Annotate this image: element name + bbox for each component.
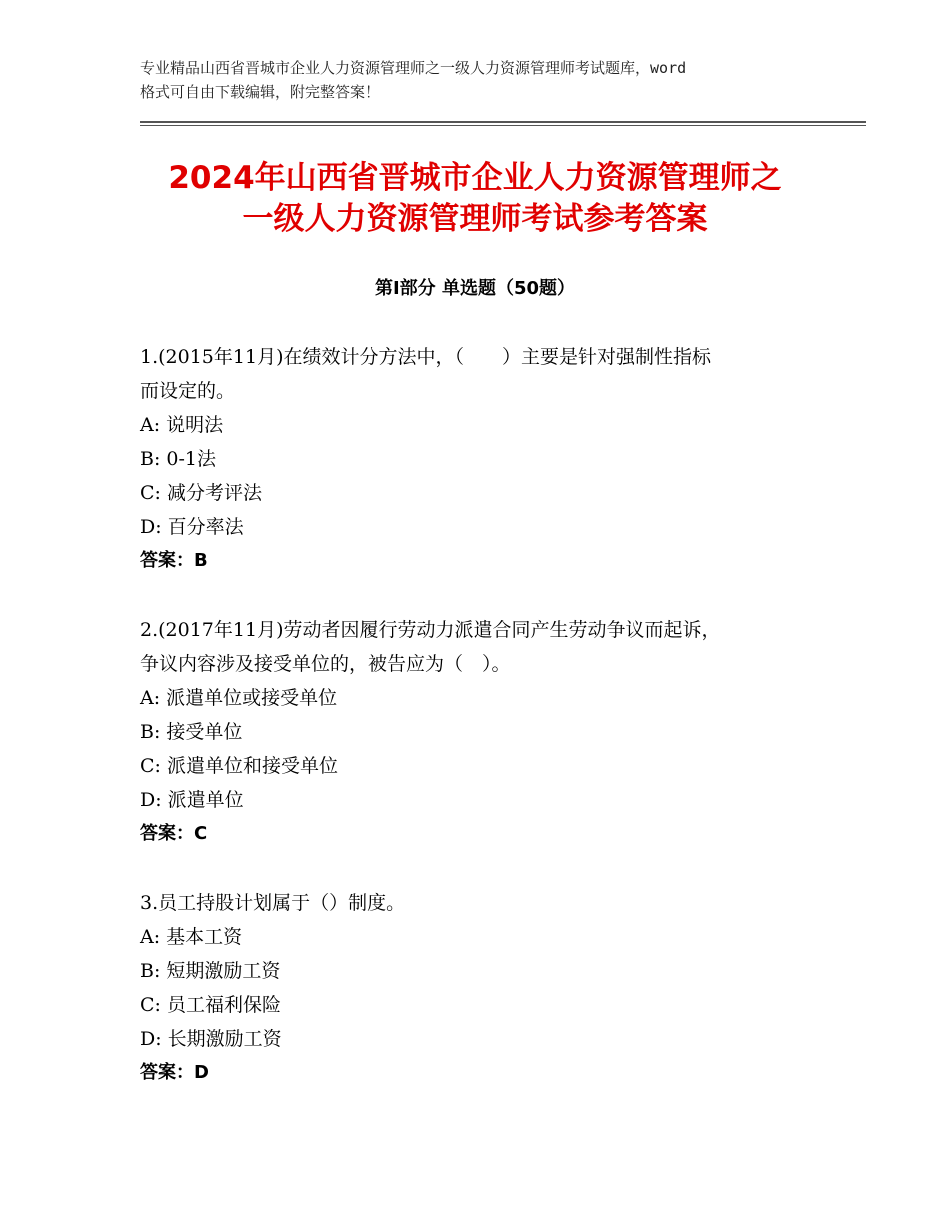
question-stem-line: 3.员工持股计划属于（）制度。 — [140, 892, 406, 914]
document-title-line-2: 一级人力资源管理师考试参考答案 — [242, 201, 708, 237]
document-title-line-1: 2024年山西省晋城市企业人力资源管理师之 — [168, 160, 782, 196]
document-title — [100, 158, 850, 240]
section-heading: 第Ⅰ部分 单选题（50题） — [374, 278, 575, 299]
option-c: C: 减分考评法 — [140, 482, 262, 504]
header-note-line-1: 专业精品山西省晋城市企业人力资源管理师之一级人力资源管理师考试题库，word — [140, 59, 687, 77]
question-stem-line: 2.(2017年11月)劳动者因履行劳动力派遣合同产生劳动争议而起诉， — [140, 619, 721, 641]
header-note-line-2: 格式可自由下载编辑，附完整答案！ — [140, 83, 381, 101]
question-1 — [140, 340, 830, 578]
question-stem-line: 争议内容涉及接受单位的，被告应为（ ）。 — [140, 653, 511, 675]
question-2 — [140, 613, 830, 851]
option-b: B: 0-1法 — [140, 448, 217, 470]
option-a: A: 说明法 — [140, 414, 224, 436]
question-stem — [140, 886, 830, 920]
answer: 答案：D — [140, 1062, 209, 1083]
option-c: C: 派遣单位和接受单位 — [140, 755, 338, 777]
answer: 答案：C — [140, 823, 208, 844]
header-divider-thin — [140, 125, 866, 126]
answer: 答案：B — [140, 550, 208, 571]
option-c: C: 员工福利保险 — [140, 994, 281, 1016]
question-3 — [140, 886, 830, 1090]
option-d: D: 长期激励工资 — [140, 1028, 282, 1050]
question-stem-line: 而设定的。 — [140, 380, 236, 402]
question-stem — [140, 613, 830, 681]
question-stem — [140, 340, 830, 408]
option-a: A: 派遣单位或接受单位 — [140, 687, 338, 709]
header-note — [140, 56, 830, 104]
option-a: A: 基本工资 — [140, 926, 243, 948]
option-b: B: 接受单位 — [140, 721, 243, 743]
option-b: B: 短期激励工资 — [140, 960, 281, 982]
option-d: D: 派遣单位 — [140, 789, 244, 811]
header-divider-thick — [140, 121, 866, 123]
option-d: D: 百分率法 — [140, 516, 244, 538]
question-stem-line: 1.(2015年11月)在绩效计分方法中，（ ）主要是针对强制性指标 — [140, 346, 711, 368]
